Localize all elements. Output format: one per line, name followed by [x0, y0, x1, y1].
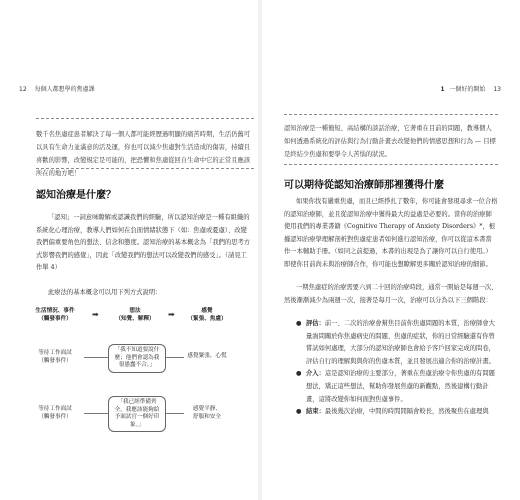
- paragraph: 如果你找有嚴重焦慮，而且已經掙扎了數年，你可能會發現尋求一位合格的認知治療師，並且從認知治療中獲得最大的益處是必要的。當你的治療師使用我們的專業書籍《Cognitive Therapy of Anxiety Disorders》*，根據認知治療學理解剖析對焦慮症患者如何進行認知治療，你可以從這本書當作一本輔助手冊。（如同之前提過，本書的出現是為了讓你可以自行使用。）即使你目前尚未與治療師合作，你可能也想瞭解更多關於認知治療的細節。: [284, 198, 498, 268]
- intro-box-text: 認知治療是一種簡短、高結構的談話治療，它著重在目前的問題，教導個人如何透過系統化的評估與行為行動計畫去改變他們的情感思想和行為 — 目標是終結少焦慮和要學令人苦惱的狀況。: [284, 125, 496, 158]
- connector-line: [84, 413, 108, 414]
- section-heading: 認知治療是什麼？: [36, 190, 116, 201]
- list-item: [284, 318, 498, 368]
- paragraph: 「認知」一詞意味瞭解或認識我們的經驗，所以認知治療是一種有組織的系統化心理治療，教導人們如何在負面情緒狀態下（如：焦慮或憂慮）、改變我們偏重要角色的想法、信念和態度。認知治療的基本概念為「我們的思考方式影響我們的感覺」，因此「改變我們的想法可以改變我們的感受」。（請見工作單 4）: [36, 214, 251, 272]
- example-2-feeling: 感覺平靜、 舒服和安全: [193, 406, 221, 420]
- right-page-number: 13: [493, 86, 501, 93]
- bullet-icon: ●: [296, 370, 302, 378]
- box-top-rule: [284, 114, 498, 115]
- list-item: [284, 368, 498, 406]
- chapter-title: 一個好的開始: [449, 86, 486, 93]
- bullet-icon: ●: [296, 408, 302, 416]
- chapter-number: 1: [440, 86, 445, 93]
- list-item-text: 前一、二次的治療會幫焦目前你焦慮問題的本質，治療師會大量詢問關於你焦慮病史的問題、焦慮的症狀，你的日常經驗還有你曾嘗試如何處理，大部分的認知治療師也會給予客戶回家完成的問卷，評估自行的理解與與你的焦慮本質，並且發展出適合你的治療計畫。: [306, 320, 495, 365]
- paragraph: 此療法的基本概念可以用下列方式說明：: [48, 289, 162, 296]
- connector-line: [166, 413, 184, 414]
- list-item-term: 結束：: [306, 408, 325, 416]
- example-2-thought: 「我已經準備齊全，我應該能夠給予面試官一個好印象。」: [108, 396, 166, 432]
- arrow-icon: ➡: [168, 310, 175, 319]
- left-page-number: 12: [19, 86, 27, 93]
- paragraph: 一期焦慮症的治療需要六到二十回的治療時段，通常一開始是每週一次，然後漸漸減少為兩週一次，接著是每月一次，治療可以分為以下三個階段：: [284, 284, 498, 304]
- box-bottom-rule: [36, 168, 254, 169]
- cognitive-model-diagram: [26, 308, 231, 438]
- section-heading: 可以期待從認知治療師那裡獲得什麼: [284, 180, 444, 191]
- list-item-text: 這是認知治療的主要部分，著重在焦慮治療令你焦慮的有問題想法，矯正這些想法，幫助你發展焦慮的新觀點，然後建構行動計畫，這將改變你如何面對焦慮事件。: [306, 370, 495, 403]
- left-running-header: [13, 84, 95, 93]
- box-top-rule: [36, 118, 254, 119]
- right-page: [262, 0, 520, 500]
- list-item: [284, 406, 498, 419]
- connector-line: [166, 357, 184, 358]
- diagram-header-feeling: 感覺 （緊張、焦慮）: [187, 308, 227, 322]
- connector-line: [84, 357, 108, 358]
- left-page: [0, 0, 258, 500]
- bullet-icon: ●: [296, 320, 302, 327]
- arrow-icon: ➡: [92, 310, 99, 319]
- diagram-header-thought: 想法 （知覺、解釋）: [115, 308, 155, 322]
- box-bottom-rule: [284, 164, 498, 165]
- list-item-term: 評估：: [306, 320, 325, 327]
- right-running-header: [440, 84, 507, 93]
- example-1-event: 等待工作面試 （觸發事件）: [38, 350, 72, 364]
- intro-box-text: 數千名焦慮症患者解決了每一個人都可能經歷過明顯的痛苦時期，生活仍舊可以具有生命力並滿意的活及運，你也可以減少焦慮對生活造成的傷害，持續且喜歡的影響，改變規定是可能的，把恐懼和焦慮從回自生命中它的正常且應該所在的地方吧！: [36, 131, 251, 177]
- example-1-feeling: 感覺緊張、心慌: [187, 353, 227, 359]
- phase-list: [284, 318, 498, 419]
- list-item-term: 介入：: [306, 370, 325, 378]
- diagram-header-event: 生活情況、事件 （觸發事件）: [35, 308, 75, 322]
- example-2-event: 等待工作面試 （觸發事件）: [38, 406, 72, 420]
- book-title: 每個人都想學的焦慮課: [34, 86, 95, 93]
- list-item-text: 最後幾次治療，中間的時間間隔會較長，然後聚焦在處理與: [324, 408, 489, 416]
- example-1-thought: 「我不知道要說什麼；他們會認為我很愚蠢不合。」: [108, 344, 166, 373]
